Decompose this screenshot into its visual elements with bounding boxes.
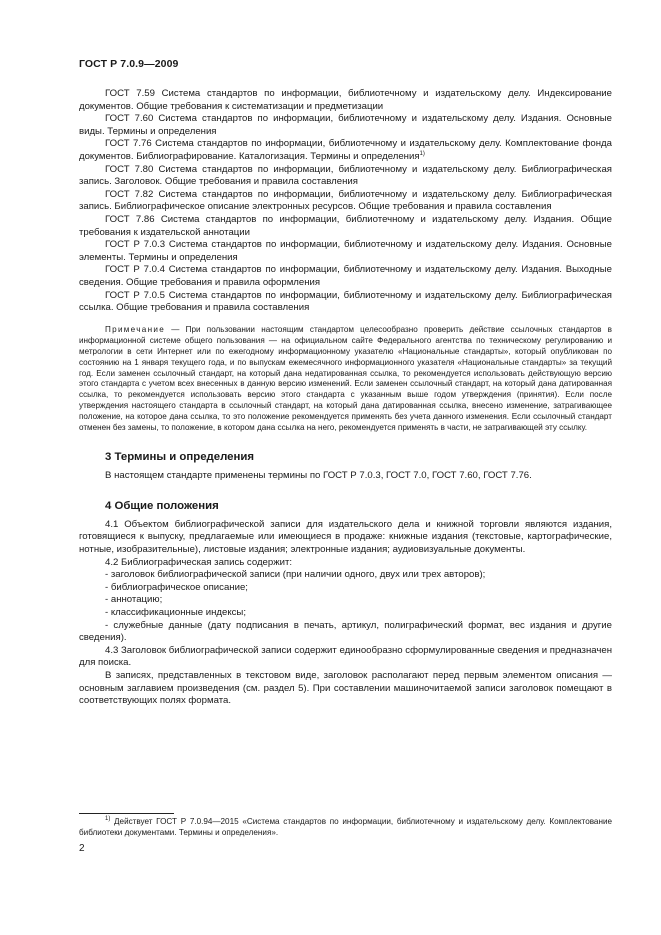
reference-item: ГОСТ Р 7.0.3 Система стандартов по информации, библиотечному и издательскому делу. Издания. Основные элементы. Термины и определения — [79, 239, 612, 263]
footnote-mark: 1) — [419, 150, 425, 157]
list-item: - библиографическое описание; — [105, 581, 248, 593]
list-item: - заголовок библиографической записи (при наличии одного, двух или трех авторов); — [105, 569, 486, 581]
section-3-text: В настоящем стандарте применены термины по ГОСТ Р 7.0.3, ГОСТ 7.0, ГОСТ 7.60, ГОСТ 7.76. — [105, 470, 532, 482]
list-item: - служебные данные (дату подписания в печать, артикул, полиграфический формат, вес издания и другие сведения). — [79, 619, 612, 644]
document-content — [79, 88, 612, 708]
section-3-heading: 3 Термины и определения — [105, 451, 255, 464]
footnote-mark: 1) — [105, 816, 111, 822]
section-4-body — [79, 519, 612, 708]
section-4-heading: 4 Общие положения — [105, 499, 219, 512]
reference-item: ГОСТ Р 7.0.5 Система стандартов по информации, библиотечному и издательскому делу. Библиографическая ссылка. Общие требования и правила составления — [79, 289, 612, 314]
reference-item: ГОСТ Р 7.0.4 Система стандартов по информации, библиотечному и издательскому делу. Издания. Выходные сведения. Общие требования и правила оформления — [79, 264, 612, 288]
paragraph-4-3-cont: В записях, представленных в текстовом виде, заголовок располагают перед первым элементом описания — основным заглавием произведения (см. раздел 5). При составлении машиночитаемой записи заголовок помещают в соответствующих полях формата. — [79, 669, 612, 707]
note-label: Примечание — [105, 324, 166, 334]
footnote-separator — [79, 813, 174, 814]
paragraph-4-3: 4.3 Заголовок библиографической записи содержит единообразно сформулированные сведения и предназначен для поиска. — [79, 644, 612, 669]
reference-item: ГОСТ 7.76 Система стандартов по информации, библиотечному и издательскому делу. Комплектование фонда документов. Библиографирование. Каталогизация. Термины и определения$^{1)}$ — [79, 138, 612, 162]
footnote — [79, 817, 612, 839]
reference-item: ГОСТ 7.86 Система стандартов по информации, библиотечному и издательскому делу. Издания. Общие требования к издательской аннотации — [79, 213, 612, 238]
paragraph-4-2: 4.2 Библиографическая запись содержит: — [105, 556, 293, 568]
reference-item: ГОСТ 7.59 Система стандартов по информации, библиотечному и издательскому делу. Индексирование документов. Общие требования к систематизации и предметизации — [79, 88, 612, 112]
reference-item: ГОСТ 7.82 Система стандартов по информации, библиотечному и издательскому делу. Библиографическая запись. Библиографическое описание электронных ресурсов. Общие требования и правила составления — [79, 188, 612, 213]
reference-item: ГОСТ 7.80 Система стандартов по информации, библиотечному и издательскому делу. Библиографическая запись. Заголовок. Общие требования и правила составления — [79, 163, 612, 188]
page-number: 2 — [79, 843, 85, 854]
paragraph-4-1: 4.1 Объектом библиографической записи для издательского дела и книжной торговли являются издания, готовящиеся к выпуску, предлагаемые или имеющиеся в продаже: книжные издания (текстовые, картографические, нотные, изобразительные), листовые издания; электронные издания; аудиовизуальные документы. — [79, 518, 612, 555]
list-item: - классификационные индексы; — [105, 606, 246, 618]
footnote-text: Действует ГОСТ Р 7.0.94—2015 «Система стандартов по информации, библиотечному и издательскому делу. Комплектование библиотеки документами. Термины и определения». — [79, 817, 612, 837]
note-text: — При пользовании настоящим стандартом целесообразно проверить действие ссылочных стандартов в информационной системе общего пользования — на официальном сайте Федерального агентства по техническому регулированию и метрологии в сети Интернет или по ежегодному информационному указателю «Национальные стандарты», который опубликован по состоянию на 1 января текущего года, и по выпускам ежемесячного информационного указателя «Национальные стандарты» за текущий год. Если заменен ссылочный стандарт, на который дана недатированная ссылка, то рекомендуется использовать действующую версию этого стандарта с учетом всех внесенных в данную версию изменений. Если заменен ссылочный стандарт, на который дана датированная ссылка, то рекомендуется использовать версию этого стандарта с указанным выше годом утверждения (принятия). Если после утверждения настоящего стандарта в ссылочный стандарт, на который дана датированная ссылка, внесено изменение, затрагивающее положение, на которое дана ссылка, то это положение рекомендуется применять без учета данного изменения. Если ссылочный стандарт отменен без замены, то положение, в котором дана ссылка на него, рекомендуется применять в части, не затрагивающей эту ссылку. — [79, 324, 612, 433]
note-paragraph — [79, 325, 612, 435]
reference-item: ГОСТ 7.60 Система стандартов по информации, библиотечному и издательскому делу. Издания. Основные виды. Термины и определения — [79, 113, 612, 137]
normative-references-list — [79, 88, 612, 315]
list-item: - аннотацию; — [105, 594, 163, 606]
document-header-code: ГОСТ Р 7.0.9—2009 — [79, 58, 179, 70]
